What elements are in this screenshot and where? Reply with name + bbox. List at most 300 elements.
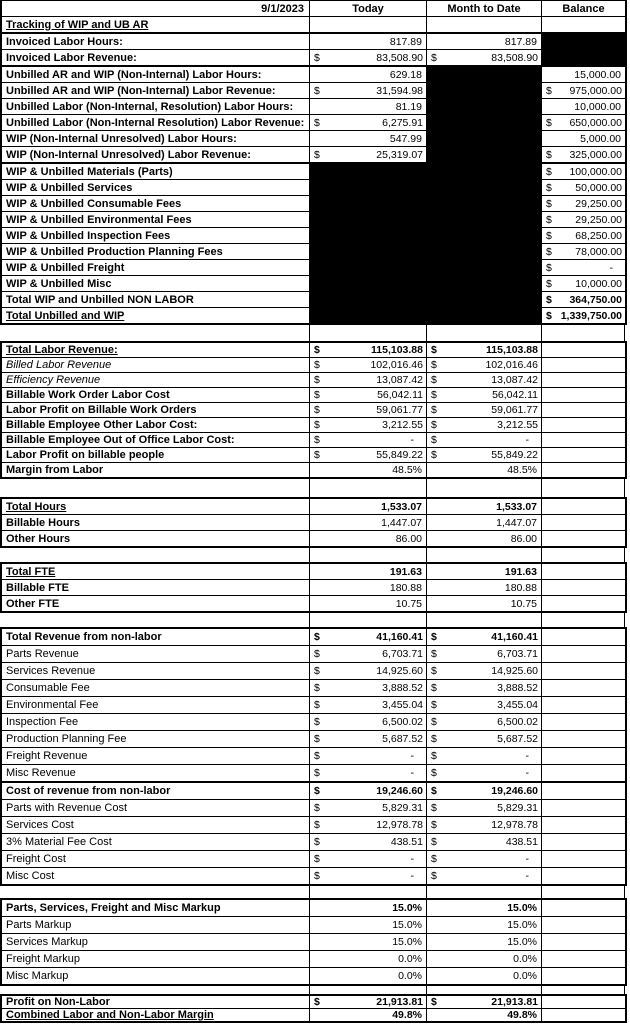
today-cell: [310, 800, 427, 816]
mtd-value: 1,533.07: [496, 500, 537, 513]
mtd-cell: [427, 817, 542, 833]
mtd-cell: [427, 629, 542, 645]
today-cell: [310, 996, 427, 1008]
mtd-cell-redacted: [427, 292, 542, 307]
row-total-labor-revenue: [2, 343, 625, 357]
row-freight-cost: [2, 850, 625, 867]
row-label: Billable Work Order Labor Cost: [2, 388, 310, 402]
today-cell: [310, 917, 427, 933]
section-profit: [0, 994, 627, 1023]
gap-cell: [542, 479, 625, 497]
row-label: Billable Hours: [2, 515, 310, 530]
currency-symbol: $: [431, 819, 437, 831]
mtd-cell-redacted: [427, 308, 542, 323]
today-cell: [310, 596, 427, 611]
balance-cell-empty: [542, 714, 625, 730]
row-label: 3% Material Fee Cost: [2, 834, 310, 850]
mtd-value: 6,500.02: [497, 716, 538, 728]
gap-cell: [0, 613, 310, 627]
row-label: Parts with Revenue Cost: [2, 800, 310, 816]
today-cell: [310, 433, 427, 447]
row-label: WIP (Non-Internal Unresolved) Labor Revenue:: [2, 147, 310, 162]
row-label: Billable Employee Out of Office Labor Cost:: [2, 433, 310, 447]
section-tracking-of-wip-and-ub-ar: [0, 0, 627, 325]
row-wip-unbilled-consumable-fees: [2, 195, 625, 211]
row-parts-revenue: [2, 645, 625, 662]
row-label: WIP & Unbilled Inspection Fees: [2, 228, 310, 243]
mtd-value: 180.88: [504, 581, 537, 594]
mtd-cell: [427, 646, 542, 662]
section-gap: [0, 613, 625, 627]
gap-cell: [427, 479, 542, 497]
gap-cell: [0, 986, 310, 994]
currency-symbol: $: [314, 836, 320, 848]
gap-cell: [542, 548, 625, 562]
balance-value: 5,000.00: [580, 132, 621, 145]
mtd-cell: [427, 358, 542, 372]
currency-symbol: $: [546, 213, 552, 226]
row-label: Unbilled Labor (Non-Internal, Resolution) Labor Hours:: [2, 99, 310, 114]
currency-symbol: $: [546, 181, 552, 194]
row-billable-employee-out-of-office-labor-cost: [2, 432, 625, 447]
mtd-value: 3,455.04: [497, 699, 538, 711]
mtd-value: -: [525, 434, 529, 446]
row-label: Unbilled AR and WIP (Non-Internal) Labor Hours:: [2, 67, 310, 82]
currency-symbol: $: [431, 750, 437, 762]
balance-cell-empty: [542, 1009, 625, 1021]
currency-symbol: $: [314, 733, 320, 745]
row-cost-of-revenue-from-non-labor: [2, 781, 625, 799]
balance-cell: [542, 147, 625, 162]
date-cell: 9/1/2023: [2, 1, 310, 16]
today-cell: [310, 834, 427, 850]
mtd-value: 86.00: [510, 532, 537, 545]
mtd-value: 15.0%: [507, 902, 537, 914]
today-cell-empty: [310, 17, 427, 32]
row-tracking-of-wip-and-ub-ar: [2, 16, 625, 32]
currency-symbol: $: [431, 434, 437, 446]
mtd-value: 56,042.11: [492, 389, 538, 401]
row-label: Invoiced Labor Hours:: [2, 34, 310, 49]
row-wip-non-internal-unresolved-labor-revenue: [2, 146, 625, 162]
currency-symbol: $: [314, 648, 320, 660]
row-label: Other FTE: [2, 596, 310, 611]
row-label: Invoiced Labor Revenue:: [2, 50, 310, 65]
today-value: 31,594.98: [376, 84, 423, 97]
row-services-markup: [2, 933, 625, 950]
today-value: 3,888.52: [382, 682, 423, 694]
today-value: 115,103.88: [371, 344, 423, 356]
today-value: 59,061.77: [376, 404, 423, 416]
balance-cell-empty: [542, 851, 625, 867]
gap-cell: [427, 886, 542, 898]
gap-cell: [310, 479, 427, 497]
row-invoiced-labor-revenue: [2, 49, 625, 65]
today-cell: [310, 83, 427, 98]
currency-symbol: $: [431, 404, 437, 416]
today-cell: [310, 1009, 427, 1021]
currency-symbol: $: [314, 51, 320, 64]
mtd-value: 3,888.52: [497, 682, 538, 694]
mtd-value: 15.0%: [507, 919, 537, 931]
currency-symbol: $: [546, 277, 552, 290]
mtd-value: -: [525, 767, 529, 779]
today-cell: [310, 934, 427, 950]
balance-cell-empty: [542, 917, 625, 933]
balance-cell-empty: [542, 934, 625, 950]
today-cell: [310, 515, 427, 530]
row-label: Billed Labor Revenue: [2, 358, 310, 372]
currency-symbol: $: [314, 374, 320, 386]
today-cell: [310, 968, 427, 984]
row-wip-non-internal-unresolved-labor-hours: [2, 130, 625, 146]
today-cell: [310, 67, 427, 82]
row-total-revenue-from-non-labor: [2, 629, 625, 645]
balance-cell: [542, 212, 625, 227]
row-billable-fte: [2, 579, 625, 595]
row-label: WIP (Non-Internal Unresolved) Labor Hours:: [2, 131, 310, 146]
today-value: 81.19: [395, 100, 422, 113]
currency-symbol: $: [431, 648, 437, 660]
row-label: Misc Revenue: [2, 765, 310, 781]
balance-cell-empty: [542, 580, 625, 595]
today-cell: [310, 868, 427, 884]
balance-cell-empty: [542, 748, 625, 764]
currency-symbol: $: [314, 449, 320, 461]
mtd-cell-redacted: [427, 228, 542, 243]
balance-cell-empty: [542, 358, 625, 372]
row-label: Total FTE: [2, 564, 310, 579]
mtd-cell: [427, 868, 542, 884]
currency-symbol: $: [314, 853, 320, 865]
row-label: Unbilled Labor (Non-Internal Resolution) Labor Revenue:: [2, 115, 310, 130]
mtd-cell: [427, 680, 542, 696]
balance-value: 68,250.00: [575, 229, 622, 242]
balance-cell-empty: [542, 418, 625, 432]
mtd-cell-redacted: [427, 147, 542, 162]
currency-symbol: $: [546, 309, 552, 322]
gap-cell: [542, 886, 625, 898]
gap-cell: [542, 325, 625, 341]
today-value: 817.89: [389, 35, 422, 48]
currency-symbol: $: [314, 419, 320, 431]
balance-value: 1,339,750.00: [560, 309, 622, 322]
today-cell: [310, 629, 427, 645]
balance-value: 78,000.00: [575, 245, 622, 258]
balance-cell-empty: [542, 403, 625, 417]
row-label: WIP & Unbilled Freight: [2, 260, 310, 275]
gap-cell: [427, 325, 542, 341]
balance-cell-empty: [542, 531, 625, 546]
row-label: Labor Profit on Billable Work Orders: [2, 403, 310, 417]
row-billable-work-order-labor-cost: [2, 387, 625, 402]
today-value: -: [410, 767, 414, 779]
mtd-value: 41,160.41: [491, 631, 538, 643]
balance-cell-empty: [542, 817, 625, 833]
balance-cell: [542, 180, 625, 195]
mtd-cell: [427, 515, 542, 530]
currency-symbol: $: [546, 116, 552, 129]
today-cell: [310, 646, 427, 662]
row-parts-markup: [2, 916, 625, 933]
today-cell: [310, 663, 427, 679]
balance-cell: [542, 276, 625, 291]
currency-symbol: $: [314, 148, 320, 161]
today-cell-redacted: [310, 164, 427, 179]
balance-cell-empty: [542, 765, 625, 781]
currency-symbol: $: [431, 682, 437, 694]
today-cell: [310, 115, 427, 130]
mtd-value: 12,978.78: [491, 819, 538, 831]
mtd-cell: [427, 834, 542, 850]
today-value: 15.0%: [392, 902, 422, 914]
today-value: 86.00: [395, 532, 422, 545]
section-markup: [0, 898, 627, 986]
row-label: Parts, Services, Freight and Misc Markup: [2, 900, 310, 916]
row-label: Freight Markup: [2, 951, 310, 967]
mtd-value: 55,849.22: [491, 449, 538, 461]
row-wip-unbilled-materials-parts: [2, 162, 625, 179]
today-value: 21,913.81: [376, 996, 423, 1008]
currency-symbol: $: [546, 148, 552, 161]
row-label: Combined Labor and Non-Labor Margin: [2, 1009, 310, 1021]
section-labor-revenue: [0, 341, 627, 479]
row-invoiced-labor-hours: [2, 32, 625, 49]
row-label: Parts Revenue: [2, 646, 310, 662]
currency-symbol: $: [314, 767, 320, 779]
today-value: 191.63: [389, 565, 422, 578]
mtd-value: 6,703.71: [497, 648, 538, 660]
row-label: Margin from Labor: [2, 463, 310, 477]
today-cell-redacted: [310, 212, 427, 227]
row-label: Misc Markup: [2, 968, 310, 984]
gap-cell: [310, 886, 427, 898]
currency-symbol: $: [314, 682, 320, 694]
balance-cell-empty: [542, 433, 625, 447]
balance-cell: [542, 99, 625, 114]
mtd-cell: [427, 418, 542, 432]
mtd-cell: [427, 403, 542, 417]
gap-cell: [427, 548, 542, 562]
row-label: Cost of revenue from non-labor: [2, 783, 310, 799]
mtd-value: -: [525, 870, 529, 882]
row-labor-profit-on-billable-people: [2, 447, 625, 462]
currency-symbol: $: [431, 51, 437, 64]
mtd-value: -: [525, 853, 529, 865]
mtd-cell: [427, 714, 542, 730]
mtd-cell: [427, 433, 542, 447]
mtd-cell: [427, 499, 542, 514]
row-inspection-fee: [2, 713, 625, 730]
gap-cell: [310, 986, 427, 994]
currency-symbol: $: [314, 819, 320, 831]
row-wip-unbilled-production-planning-fees: [2, 243, 625, 259]
balance-value: 975,000.00: [569, 84, 622, 97]
mtd-cell: [427, 900, 542, 916]
row-total-wip-and-unbilled-non-labor: [2, 291, 625, 307]
row-label: Tracking of WIP and UB AR: [2, 17, 310, 32]
mtd-cell-redacted: [427, 164, 542, 179]
mtd-cell: [427, 968, 542, 984]
row-label: WIP & Unbilled Materials (Parts): [2, 164, 310, 179]
row-label: WIP & Unbilled Consumable Fees: [2, 196, 310, 211]
row-billed-labor-revenue: [2, 357, 625, 372]
balance-cell: [542, 308, 625, 323]
mtd-cell: [427, 50, 542, 65]
today-cell-redacted: [310, 292, 427, 307]
currency-symbol: $: [314, 434, 320, 446]
row-profit-on-non-labor: [2, 996, 625, 1008]
today-value: 48.5%: [392, 464, 422, 476]
mtd-value: 817.89: [504, 35, 537, 48]
today-cell: [310, 358, 427, 372]
balance-value: 364,750.00: [569, 293, 622, 306]
mtd-value: 0.0%: [513, 953, 537, 965]
today-value: 19,246.60: [376, 785, 423, 797]
mtd-cell: [427, 917, 542, 933]
mtd-cell: [427, 596, 542, 611]
balance-value: 100,000.00: [569, 165, 622, 178]
currency-symbol: $: [431, 389, 437, 401]
currency-symbol: $: [314, 665, 320, 677]
today-value: 629.18: [389, 68, 422, 81]
balance-cell-empty: [542, 499, 625, 514]
mtd-cell: [427, 531, 542, 546]
section-fte: [0, 562, 627, 613]
column-header-mtd: Month to Date: [427, 1, 542, 16]
balance-cell-empty: [542, 17, 625, 32]
today-cell-redacted: [310, 260, 427, 275]
currency-symbol: $: [314, 344, 320, 356]
row-misc-cost: [2, 867, 625, 884]
mtd-value: 3,212.55: [497, 419, 538, 431]
row-label: Inspection Fee: [2, 714, 310, 730]
mtd-cell-redacted: [427, 83, 542, 98]
mtd-value: 10.75: [510, 597, 537, 610]
mtd-cell: [427, 748, 542, 764]
mtd-cell: [427, 996, 542, 1008]
currency-symbol: $: [546, 261, 552, 274]
currency-symbol: $: [314, 631, 320, 643]
currency-symbol: $: [431, 716, 437, 728]
balance-value: 50,000.00: [575, 181, 622, 194]
mtd-value: 15.0%: [507, 936, 537, 948]
balance-cell-empty: [542, 783, 625, 799]
today-cell-redacted: [310, 196, 427, 211]
currency-symbol: $: [431, 631, 437, 643]
currency-symbol: $: [314, 785, 320, 797]
today-cell: [310, 697, 427, 713]
today-value: 49.8%: [392, 1009, 422, 1021]
section-gap: [0, 548, 625, 562]
mtd-cell: [427, 373, 542, 387]
today-cell: [310, 418, 427, 432]
gap-cell: [310, 325, 427, 341]
mtd-cell: [427, 388, 542, 402]
today-cell: [310, 373, 427, 387]
mtd-value: 19,246.60: [491, 785, 538, 797]
gap-cell: [427, 986, 542, 994]
mtd-cell-redacted: [427, 67, 542, 82]
row-label: WIP & Unbilled Environmental Fees: [2, 212, 310, 227]
balance-value: 15,000.00: [574, 68, 621, 81]
row-label: Total WIP and Unbilled NON LABOR: [2, 292, 310, 307]
row-label: Services Revenue: [2, 663, 310, 679]
today-cell: [310, 900, 427, 916]
row-unbilled-ar-and-wip-non-internal-labor-hours: [2, 65, 625, 82]
header-row: [2, 1, 625, 16]
row-services-cost: [2, 816, 625, 833]
balance-cell-empty: [542, 663, 625, 679]
currency-symbol: $: [431, 733, 437, 745]
balance-cell-empty: [542, 515, 625, 530]
mtd-value: 115,103.88: [486, 344, 538, 356]
balance-value: 325,000.00: [569, 148, 622, 161]
mtd-value: 49.8%: [507, 1009, 537, 1021]
balance-cell-empty: [542, 343, 625, 357]
mtd-value: 191.63: [504, 565, 537, 578]
row-label: Freight Cost: [2, 851, 310, 867]
today-cell: [310, 531, 427, 546]
mtd-cell-redacted: [427, 244, 542, 259]
balance-cell: [542, 131, 625, 146]
row-total-unbilled-and-wip: [2, 307, 625, 323]
today-cell: [310, 680, 427, 696]
currency-symbol: $: [431, 665, 437, 677]
row-label: Total Unbilled and WIP: [2, 308, 310, 323]
mtd-cell: [427, 343, 542, 357]
today-value: 438.51: [390, 836, 423, 848]
column-header-balance: Balance: [562, 2, 605, 15]
today-value: -: [410, 434, 414, 446]
balance-value: 29,250.00: [575, 197, 622, 210]
row-unbilled-labor-non-internal-resolution-labor-hou: [2, 98, 625, 114]
currency-symbol: $: [314, 750, 320, 762]
row-label: Billable Employee Other Labor Cost:: [2, 418, 310, 432]
today-value: -: [410, 870, 414, 882]
row-freight-revenue: [2, 747, 625, 764]
currency-symbol: $: [546, 197, 552, 210]
currency-symbol: $: [314, 404, 320, 416]
today-value: 5,829.31: [382, 802, 423, 814]
row-misc-revenue: [2, 764, 625, 781]
mtd-cell: [427, 731, 542, 747]
today-value: 0.0%: [398, 953, 422, 965]
column-header-today: Today: [310, 1, 427, 16]
mtd-cell-redacted: [427, 260, 542, 275]
today-value: 41,160.41: [376, 631, 423, 643]
mtd-value: 5,687.52: [497, 733, 538, 745]
currency-symbol: $: [314, 802, 320, 814]
mtd-value: 5,829.31: [497, 802, 538, 814]
today-value: 1,533.07: [381, 500, 422, 513]
mtd-value: 14,925.60: [491, 665, 538, 677]
today-value: 0.0%: [398, 970, 422, 982]
mtd-cell-redacted: [427, 196, 542, 211]
mtd-cell: [427, 34, 542, 49]
row-margin-from-labor: [2, 462, 625, 477]
row-unbilled-labor-non-internal-resolution-labor-rev: [2, 114, 625, 130]
row-label: Services Markup: [2, 934, 310, 950]
currency-symbol: $: [314, 84, 320, 97]
currency-symbol: $: [314, 716, 320, 728]
today-value: 83,508.90: [376, 51, 423, 64]
gap-cell: [542, 613, 625, 627]
section-gap: [0, 479, 625, 497]
mtd-cell: [427, 800, 542, 816]
mtd-value: 0.0%: [513, 970, 537, 982]
mtd-cell: [427, 851, 542, 867]
